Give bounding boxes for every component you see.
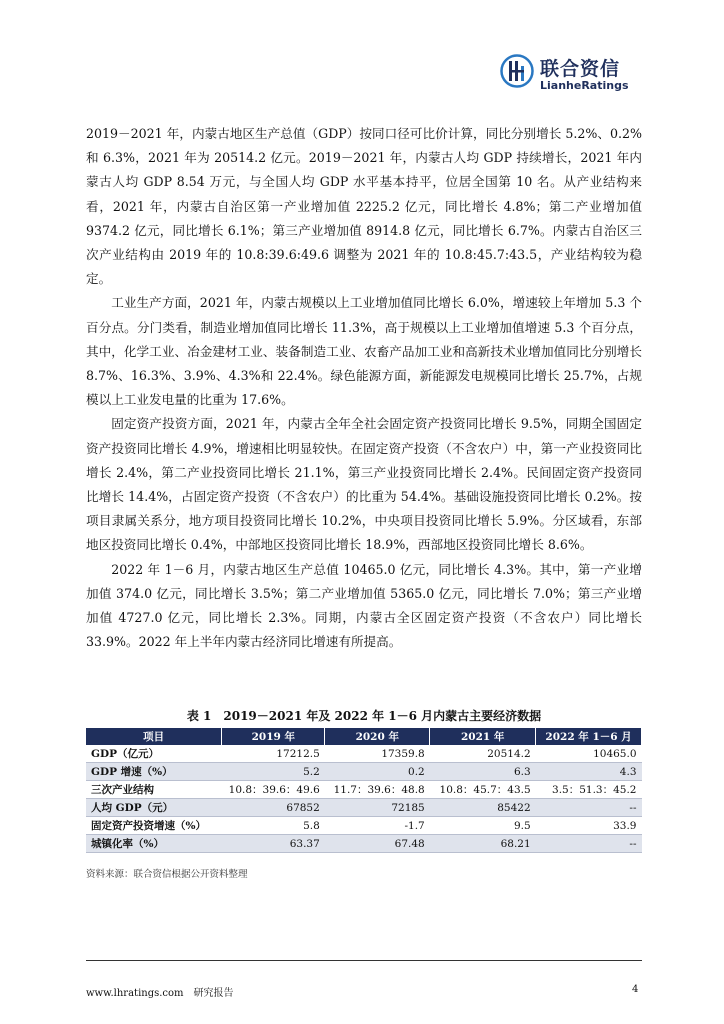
logo-chinese-name: 联合资信: [540, 58, 621, 80]
table-row: [86, 817, 642, 835]
paragraph-gdp-overview: 2019－2021 年，内蒙古地区生产总值（GDP）按同口径可比价计算，同比分别增长 5.2%、0.2%和 6.3%，2021 年为 20514.2 亿元。2019－2021 年，内蒙古人均 GDP 持续增长，2021 年内蒙古人均 GDP 8.54 万元，与全国人均 GDP 水平基本持平，位居全国第 10 名。从产业结构来看，2021 年，内蒙古自治区第一产业增加值 2225.2 亿元，同比增长 4.8%；第二产业增加值 9374.2 亿元，同比增长 6.1%；第三产业增加值 8914.8 亿元，同比增长 6.7%。内蒙古自治区三次产业结构由 2019 年的 10.8:39.6:49.6 调整为 2021 年的 10.8:45.7:43.5，产业结构较为稳定。: [86, 126, 642, 287]
table-row: [86, 763, 642, 781]
column-header: 项目: [86, 728, 222, 745]
logo-english-name: LianheRatings: [540, 79, 629, 92]
table-cell: 10465.0: [536, 745, 642, 763]
table-cell: 9.5: [430, 817, 536, 835]
table-cell: 17359.8: [325, 745, 430, 763]
row-label: 固定资产投资增速（%）: [86, 817, 222, 835]
footer-divider: [86, 960, 642, 961]
table-cell: 63.37: [222, 835, 325, 853]
table-cell: 68.21: [430, 835, 536, 853]
table-cell: 85422: [430, 799, 536, 817]
table-cell: 11.7：39.6：48.8: [325, 781, 430, 799]
paragraph-2022-h1: 2022 年 1－6 月，内蒙古地区生产总值 10465.0 亿元，同比增长 4.3%。其中，第一产业增加值 374.0 亿元，同比增长 3.5%；第二产业增加值 5365.0 亿元，同比增长 7.0%；第三产业增加值 4727.0 亿元，同比增长 2.3%。同期，内蒙古全区固定资产投资（不含农户）同比增长 33.9%。2022 年上半年内蒙古经济同比增速有所提高。: [86, 561, 642, 650]
column-header: 2022 年 1－6 月: [536, 728, 642, 745]
row-label: GDP 增速（%）: [86, 763, 222, 781]
table-cell: --: [536, 799, 642, 817]
table-cell: 6.3: [430, 763, 536, 781]
table-cell: 72185: [325, 799, 430, 817]
row-label: GDP（亿元）: [86, 745, 222, 763]
lianhe-logo: [500, 54, 640, 96]
table-cell: 20514.2: [430, 745, 536, 763]
row-label: 人均 GDP（元）: [86, 799, 222, 817]
paragraph-investment: 固定资产投资方面，2021 年，内蒙古全年全社会固定资产投资同比增长 9.5%，同期全国固定资产投资同比增长 4.9%，增速相比明显较快。在固定资产投资（不含农户）中，第一产业投资同比增长 2.4%，第二产业投资同比增长 21.1%，第三产业投资同比增长 2.4%。民间固定资产投资同比增长 14.4%，占固定资产投资（不含农户）的比重为 54.4%。基础设施投资同比增长 0.2%。按项目隶属关系分，地方项目投资同比增长 10.2%，中央项目投资同比增长 5.9%。分区域看，东部地区投资同比增长 0.4%，中部地区投资同比增长 18.9%，西部地区投资同比增长 8.6%。: [86, 416, 642, 553]
table-cell: 67852: [222, 799, 325, 817]
table-source-note: 资料来源：联合资信根据公开资料整理: [86, 869, 248, 880]
column-header: 2021 年: [430, 728, 536, 745]
table-cell: 0.2: [325, 763, 430, 781]
page-number: 4: [632, 984, 639, 995]
table-cell: 4.3: [536, 763, 642, 781]
table-row: [86, 781, 642, 799]
table-row: [86, 799, 642, 817]
footer-site-label: www.lhratings.com 研究报告: [86, 988, 234, 999]
table-cell: 10.8：45.7：43.5: [430, 781, 536, 799]
table-header-row: [86, 728, 642, 745]
table-caption: 表 1 2019－2021 年及 2022 年 1－6 月内蒙古主要经济数据: [186, 709, 542, 723]
economic-data-table: [86, 728, 642, 853]
table-cell: 5.2: [222, 763, 325, 781]
row-label: 三次产业结构: [86, 781, 222, 799]
paragraph-industry: 工业生产方面，2021 年，内蒙古规模以上工业增加值同比增长 6.0%，增速较上年增加 5.3 个百分点。分门类看，制造业增加值同比增长 11.3%，高于规模以上工业增加值增速 5.3 个百分点，其中，化学工业、冶金建材工业、装备制造工业、农畜产品加工业和高新技术业增加值同比分别增长 8.7%、16.3%、3.9%、4.3%和 22.4%。绿色能源方面，新能源发电规模同比增长 25.7%，占规模以上工业发电量的比重为 17.6%。: [86, 295, 642, 408]
lianhe-logo-icon: [500, 54, 534, 88]
table-row: [86, 835, 642, 853]
column-header: 2019 年: [222, 728, 325, 745]
table-cell: 33.9: [536, 817, 642, 835]
report-body: [86, 122, 642, 654]
table-cell: 5.8: [222, 817, 325, 835]
table-cell: 17212.5: [222, 745, 325, 763]
row-label: 城镇化率（%）: [86, 835, 222, 853]
table-row: [86, 745, 642, 763]
table-cell: 67.48: [325, 835, 430, 853]
column-header: 2020 年: [325, 728, 430, 745]
table-cell: -1.7: [325, 817, 430, 835]
table-cell: --: [536, 835, 642, 853]
table-cell: 3.5：51.3：45.2: [536, 781, 642, 799]
table-cell: 10.8：39.6：49.6: [222, 781, 325, 799]
